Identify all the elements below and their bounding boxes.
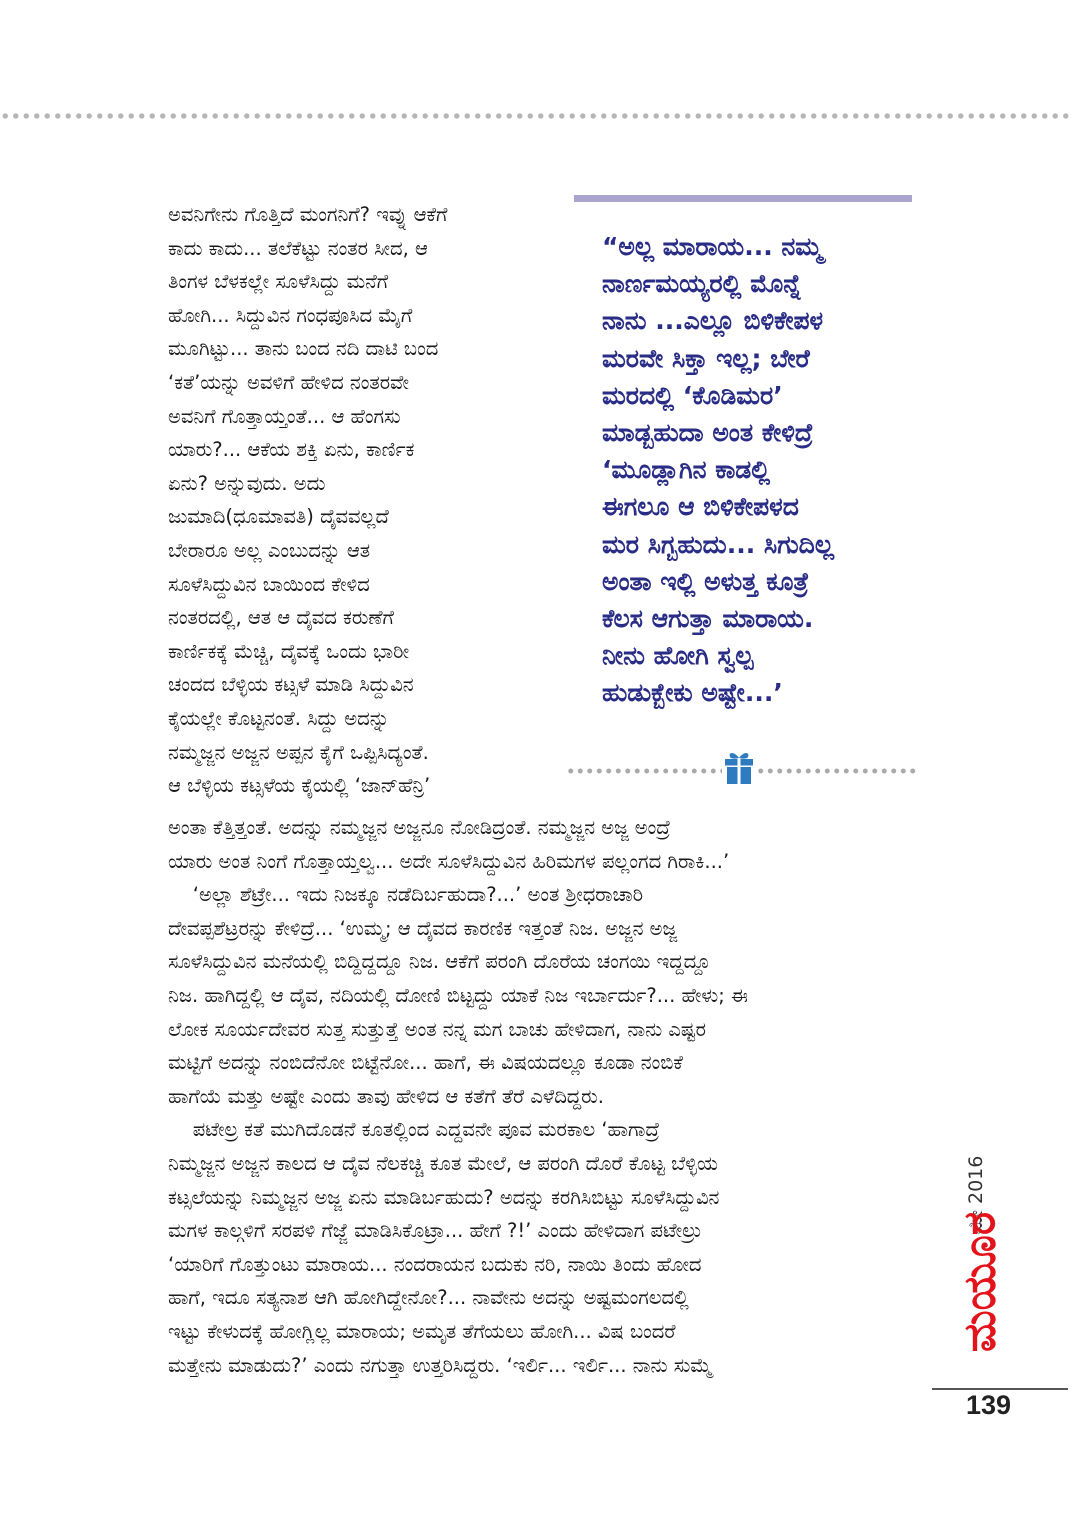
text-line: ಹಾಗೆ, ಇದೂ ಸತ್ಯನಾಶ ಆಗಿ ಹೋಗಿದ್ದೇನೋ?... ನಾವೇನು ಅದನ್ನು ಅಷ್ಟಮಂಗಲದಲ್ಲಿ — [168, 1286, 689, 1310]
text-line: ಆ ಬೆಳ್ಳಿಯ ಕಟ್ಸಳೆಯ ಕೈಯಲ್ಲಿ ‘ಜಾನ್‌ಹೆನ್ರಿ’ — [168, 774, 431, 798]
text-line: ನಮ್ಮಜ್ಜನ ಅಜ್ಜನ ಅಪ್ಪನ ಕೈಗೆ ಒಪ್ಪಿಸಿದ್ಯಂತೆ. — [168, 740, 429, 764]
text-line: ‘ಅಲ್ಲಾ ಶೆಟ್ರೇ... ಇದು ನಿಜಕ್ಕೂ ನಡೆದಿರ್ಬಹುದಾ?...’ ಅಂತ ಶ್ರೀಧರಾಚಾರಿ — [168, 883, 644, 907]
text-line: ಜುಮಾದಿ(ಧೂಮಾವತಿ) ದೈವವಲ್ಲದೆ — [168, 505, 389, 529]
text-line: ಕೈಯಲ್ಲೇ ಕೊಟ್ಟನಂತೆ. ಸಿದ್ದು ಅದನ್ನು — [168, 706, 390, 730]
text-line: ಸೂಳೆಸಿದ್ದುವಿನ ಮನೆಯಲ್ಲಿ ಬಿದ್ದಿದ್ದದ್ದೂ ನಿಜ. ಆಕೆಗೆ ಪರಂಗಿ ದೊರೆಯ ಚಂಗಯಿ ಇದ್ದದ್ದೂ — [168, 950, 711, 974]
text-line: ನಂತರದಲ್ಲಿ, ಆತ ಆ ದೈವದ ಕರುಣೆಗೆ — [168, 606, 394, 630]
pull-quote-line: ನಾರ್ಣಮಯ್ಯರಲ್ಲಿ ಮೊನ್ನೆ — [602, 269, 802, 299]
text-line: ಇಟ್ಟು ಕೇಳುದಕ್ಕೆ ಹೋಗ್ಲಿಲ್ಲ ಮಾರಾಯ; ಅಮೃತ ತೆಗೆಯಲು ಹೋಗಿ... ವಿಷ ಬಂದರೆ — [168, 1319, 676, 1343]
text-line: ಕಾದು ಕಾದು... ತಲೆಕೆಟ್ಟು ನಂತರ ಸೀದ, ಆ — [168, 236, 428, 260]
text-line: ಲೋಕ ಸೂರ್ಯದೇವರ ಸುತ್ತ ಸುತ್ತುತ್ತೆ ಅಂತ ನನ್ನ ಮಗ ಬಾಚು ಹೇಳಿದಾಗ, ನಾನು ಎಷ್ಟರ — [168, 1017, 706, 1041]
magazine-brand — [950, 1195, 1010, 1370]
pull-quote-line: ನಾನು ...ಎಲ್ಲೂ ಬಿಳಿಕೇಪಳ — [602, 306, 824, 336]
text-line: ಪಟೇಲ್ರ ಕತೆ ಮುಗಿದೊಡನೆ ಕೂತಲ್ಲಿಂದ ಎದ್ದವನೇ ಪೂವ ಮರಕಾಲ ‘ಹಾಗಾದ್ರೆ — [168, 1118, 660, 1142]
text-line: ಏನು? ಅನ್ನುವುದು. ಅದು — [168, 471, 326, 495]
text-line: ನಿಮ್ಮಜ್ಜನ ಅಜ್ಜನ ಕಾಲದ ಆ ದೈವ ನೆಲಕಚ್ಚಿ ಕೂತ ಮೇಲೆ, ಆ ಪರಂಗಿ ದೊರೆ ಕೊಟ್ಟ ಬೆಳ್ಳಿಯ — [168, 1151, 718, 1175]
text-line: ನಿಜ. ಹಾಗಿದ್ದಲ್ಲಿ ಆ ದೈವ, ನದಿಯಲ್ಲಿ ದೋಣಿ ಬಿಟ್ಟದ್ದು ಯಾಕೆ ನಿಜ ಇರ್ಬಾರ್ದು?... ಹೇಳು; ಈ — [168, 983, 748, 1007]
text-line: ಮತ್ತೇನು ಮಾಡುದು?’ ಎಂದು ನಗುತ್ತಾ ಉತ್ತರಿಸಿದ್ದರು. ‘ಇರ್ಲಿ... ಇರ್ಲಿ... ನಾನು ಸುಮ್ಮೆ — [168, 1353, 713, 1377]
pull-quote-line: ಹುಡುಕ್ಬೇಕು ಅಷ್ಟೇ...’ — [602, 678, 783, 708]
text-line: ‘ಕತೆ’ಯನ್ನು ಅವಳಿಗೆ ಹೇಳಿದ ನಂತರವೇ — [168, 370, 409, 394]
text-line: ಸೂಳೆಸಿದ್ದುವಿನ ಬಾಯಿಂದ ಕೇಳಿದ — [168, 572, 370, 596]
text-line: ಯಾರು?... ಆಕೆಯ ಶಕ್ತಿ ಏನು, ಕಾರ್ಣಿಕ — [168, 438, 415, 462]
pull-quote-line: ಮರ ಸಿಗ್ಬಹುದು... ಸಿಗುದಿಲ್ಲ — [602, 529, 834, 559]
text-line: ದೇವಪ್ಪಶೆಟ್ರರನ್ನು ಕೇಳಿದ್ರೆ... ‘ಉಮ್ಮ; ಆ ದೈವದ ಕಾರಣಿಕ ಇತ್ತಂತೆ ನಿಜ. ಅಜ್ಜನ ಅಜ್ಜ — [168, 916, 677, 940]
pull-quote — [602, 228, 834, 712]
issue-month-label: ಮೇ 2016 — [965, 1155, 987, 1235]
left-column-text — [168, 198, 447, 803]
text-line: ಹಾಗೆಯೆ ಮತ್ತು ಅಷ್ಟೇ ಎಂದು ತಾವು ಹೇಳಿದ ಆ ಕತೆಗೆ ತೆರೆ ಎಳೆದಿದ್ದರು. — [168, 1084, 604, 1108]
text-line: ಯಾರು ಅಂತ ನಿಂಗೆ ಗೊತ್ತಾಯ್ತಲ್ವ... ಅದೇ ಸೂಳೆಸಿದ್ದುವಿನ ಹಿರಿಮಗಳ ಪಲ್ಲಂಗದ ಗಿರಾಕಿ...’ — [168, 849, 730, 873]
pull-quote-line: ಮರದಲ್ಲಿ ‘ಕೊಡಿಮರ’ — [602, 380, 783, 410]
pull-quote-line: “ಅಲ್ಲ ಮಾರಾಯ... ನಮ್ಮ — [602, 232, 823, 261]
text-line: ಹೋಗಿ... ಸಿದ್ದುವಿನ ಗಂಧಪೂಸಿದ ಮೈಗೆ — [168, 303, 413, 327]
pull-quote-line: ನೀನು ಹೋಗಿ ಸ್ವಲ್ಪ — [602, 641, 754, 671]
text-line: ‘ಯಾರಿಗೆ ಗೊತ್ತುಂಟು ಮಾರಾಯ... ನಂದರಾಯನ ಬದುಕು ನರಿ, ನಾಯಿ ತಿಂದು ಹೋದ — [168, 1252, 702, 1276]
pull-quote-line: ‘ಮೂಡ್ಲಾಗಿನ ಕಾಡಲ್ಲಿ — [602, 455, 771, 485]
pull-quote-top-rule — [574, 195, 912, 202]
text-line: ಅಂತಾ ಕೆತ್ತಿತ್ತಂತೆ. ಅದನ್ನು ನಮ್ಮಜ್ಜನ ಅಜ್ಜನೂ ನೋಡಿದ್ರಂತೆ. ನಮ್ಮಜ್ಜನ ಅಜ್ಜ ಅಂದ್ರೆ — [168, 816, 671, 839]
pull-quote-line: ಈಗಲೂ ಆ ಬಿಳಿಕೇಪಳದ — [602, 492, 799, 522]
text-line: ಮಗಳ ಕಾಲ್ಗಳಿಗೆ ಸರಪಳಿ ಗೆಜ್ಜೆ ಮಾಡಿಸಿಕೊಟ್ರಾ... ಹೇಗೆ ?!’ ಎಂದು ಹೇಳಿದಾಗ ಪಟೇಲ್ರು — [168, 1219, 702, 1243]
pull-quote-line: ಕೆಲಸ ಆಗುತ್ತಾ ಮಾರಾಯ. — [602, 604, 814, 634]
gift-icon — [722, 749, 756, 785]
text-line: ಬೇರಾರೂ ಅಲ್ಲ ಎಂಬುದನ್ನು ಆತ — [168, 538, 371, 562]
text-line: ಮೂಗಿಟ್ಟು... ತಾನು ಬಂದ ನದಿ ದಾಟಿ ಬಂದ — [168, 337, 439, 361]
top-dotted-border — [0, 112, 1072, 120]
pull-quote-line: ಅಂತಾ ಇಲ್ಲಿ ಅಳುತ್ತ ಕೂತ್ರೆ — [602, 566, 809, 596]
text-line: ಮಟ್ಟಿಗೆ ಅದನ್ನು ನಂಬಿದೆನೋ ಬಿಟ್ಟೆನೋ... ಹಾಗೆ, ಈ ವಿಷಯದಲ್ಲೂ ಕೂಡಾ ನಂಬಿಕೆ — [168, 1051, 683, 1075]
full-width-text — [168, 811, 748, 1382]
text-line: ಕಾರ್ಣಿಕಕ್ಕೆ ಮೆಚ್ಚಿ, ದೈವಕ್ಕೆ ಒಂದು ಭಾರೀ — [168, 639, 410, 663]
pull-quote-line: ಮರವೇ ಸಿಕ್ತಾ ಇಲ್ಲ; ಬೇರೆ — [602, 343, 810, 373]
text-line: ಅವನಿಗೆ ಗೊತ್ತಾಯ್ತಂತೆ... ಆ ಹೆಂಗಸು — [168, 404, 401, 428]
pull-quote-line: ಮಾಡ್ಬಹುದಾ ಅಂತ ಕೇಳಿದ್ರೆ — [602, 418, 814, 448]
text-line: ಅವನಿಗೇನು ಗೊತ್ತಿದೆ ಮಂಗನಿಗೆ? ಇವ್ನು ಆಕೆಗೆ — [168, 203, 448, 226]
text-line: ಕಟ್ಸಲೆಯನ್ನು ನಿಮ್ಮಜ್ಜನ ಅಜ್ಜ ಏನು ಮಾಡಿರ್ಬಹುದು? ಅದನ್ನು ಕರಗಿಸಿಬಿಟ್ಟು ಸೂಳೆಸಿದ್ದುವಿನ — [168, 1185, 720, 1209]
page-number: 139 — [966, 1390, 1012, 1420]
brand-wordmark: ಮಯೂರ — [954, 1211, 1006, 1353]
text-line: ತಿಂಗಳ ಬೆಳಕಲ್ಲೇ ಸೂಳೆಸಿದ್ದು ಮನೆಗೆ — [168, 270, 389, 294]
text-line: ಚಂದದ ಬೆಳ್ಳಿಯ ಕಟ್ಸಳೆ ಮಾಡಿ ಸಿದ್ದುವಿನ — [168, 673, 414, 697]
